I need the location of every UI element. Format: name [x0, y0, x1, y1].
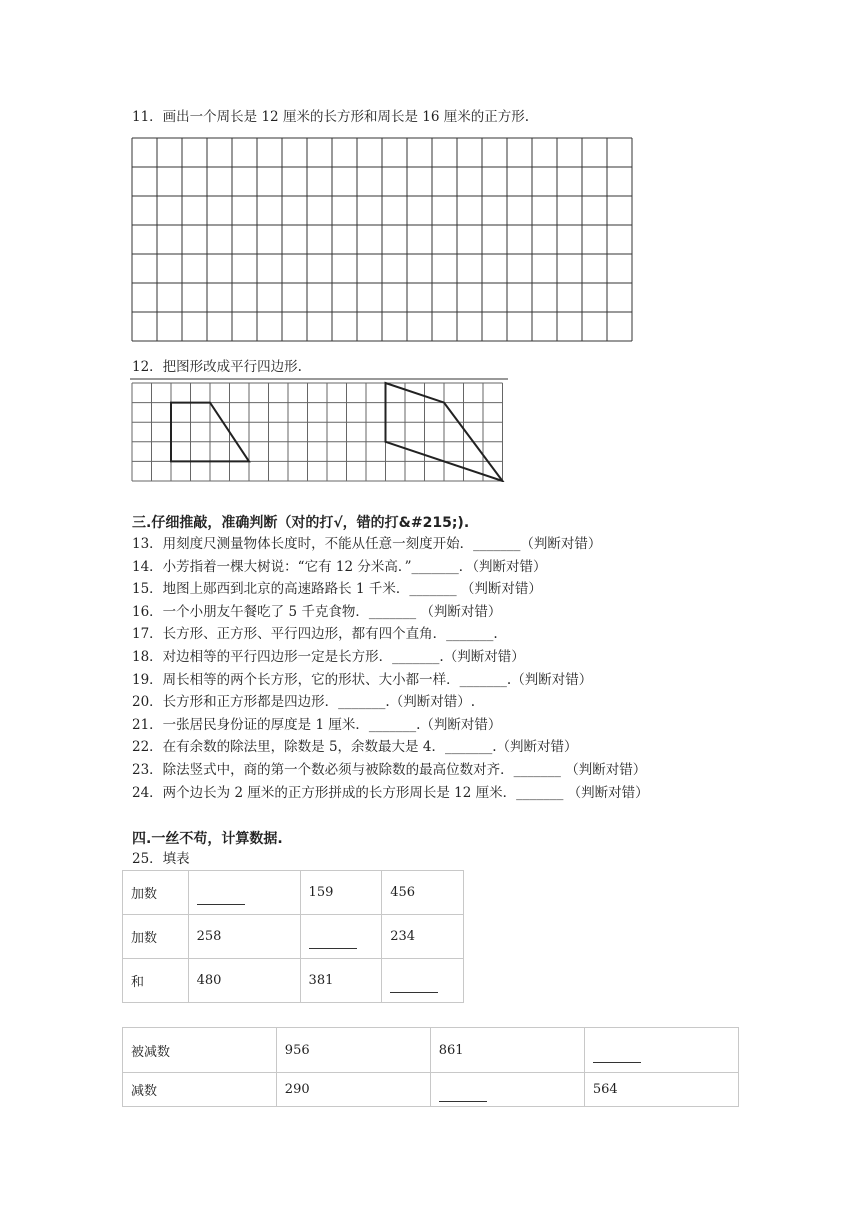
judgement-item: 15．地图上郧西到北京的高速路路长 1 千米．_______ （判断对错） — [132, 581, 542, 598]
table-cell: 和 — [123, 959, 189, 1003]
answer-blank[interactable] — [197, 890, 245, 905]
table-cell: 被减数 — [123, 1028, 277, 1073]
square-grid-large — [131, 137, 641, 343]
judgement-item: 21．一张居民身份证的厚度是 1 厘米．_______.（判断对错） — [132, 716, 502, 733]
table-row — [123, 1073, 739, 1107]
shape-grid — [130, 378, 510, 482]
table-cell: 258 — [188, 915, 300, 959]
judgement-item: 17．长方形、正方形、平行四边形，都有四个直角．_______. — [132, 626, 498, 643]
table-cell: 159 — [300, 871, 382, 915]
table-cell: 290 — [276, 1073, 430, 1107]
judgement-item: 19．周长相等的两个长方形，它的形状、大小都一样．_______.（判断对错） — [132, 671, 593, 688]
table-row — [123, 959, 464, 1003]
table-row — [123, 1028, 739, 1073]
answer-blank[interactable] — [309, 934, 357, 949]
table-cell: 480 — [188, 959, 300, 1003]
table-row — [123, 915, 464, 959]
table-cell: 861 — [430, 1028, 584, 1073]
question-12: 12．把图形改成平行四边形. — [132, 359, 302, 375]
table-cell: 381 — [300, 959, 382, 1003]
judgement-item: 22．在有余数的除法里，除数是 5，余数最大是 4．_______.（判断对错） — [132, 739, 578, 756]
judgement-item: 16．一个小朋友午餐吃了 5 千克食物．_______ （判断对错） — [132, 603, 502, 620]
subtraction-table — [122, 1027, 739, 1107]
table-cell: 加数 — [123, 915, 189, 959]
answer-blank[interactable] — [390, 978, 438, 993]
table-cell: 减数 — [123, 1073, 277, 1107]
answer-blank[interactable] — [593, 1048, 641, 1063]
judgement-item: 23．除法竖式中，商的第一个数必须与被除数的最高位数对齐．_______ （判断对错） — [132, 762, 647, 778]
addition-table — [122, 870, 464, 1003]
table-cell: 456 — [382, 871, 464, 915]
judgement-item: 13．用刻度尺测量物体长度时，不能从任意一刻度开始．_______（判断对错） — [132, 536, 602, 552]
table-cell: 加数 — [123, 871, 189, 915]
judgement-item: 20．长方形和正方形都是四边形．_______.（判断对错）. — [132, 694, 476, 711]
section-4-title: 四.一丝不苟，计算数据. — [132, 831, 283, 847]
table-cell: 564 — [584, 1073, 738, 1107]
table-row — [123, 871, 464, 915]
judgement-item: 24．两个边长为 2 厘米的正方形拼成的长方形周长是 12 厘米．_______ （判断对错） — [132, 784, 649, 801]
table-cell: 234 — [382, 915, 464, 959]
table-cell: 956 — [276, 1028, 430, 1073]
judgement-item: 18．对边相等的平行四边形一定是长方形．_______.（判断对错） — [132, 649, 525, 665]
answer-blank[interactable] — [439, 1087, 487, 1102]
question-11: 11．画出一个周长是 12 厘米的长方形和周长是 16 厘米的正方形. — [132, 109, 529, 125]
question-25: 25．填表 — [132, 851, 190, 867]
judgement-item: 14．小芳指着一棵大树说：“它有 12 分米高．”_______．（判断对错） — [132, 558, 547, 575]
section-3-title: 三.仔细推敲，准确判断（对的打√，错的打&#215;). — [132, 515, 470, 531]
